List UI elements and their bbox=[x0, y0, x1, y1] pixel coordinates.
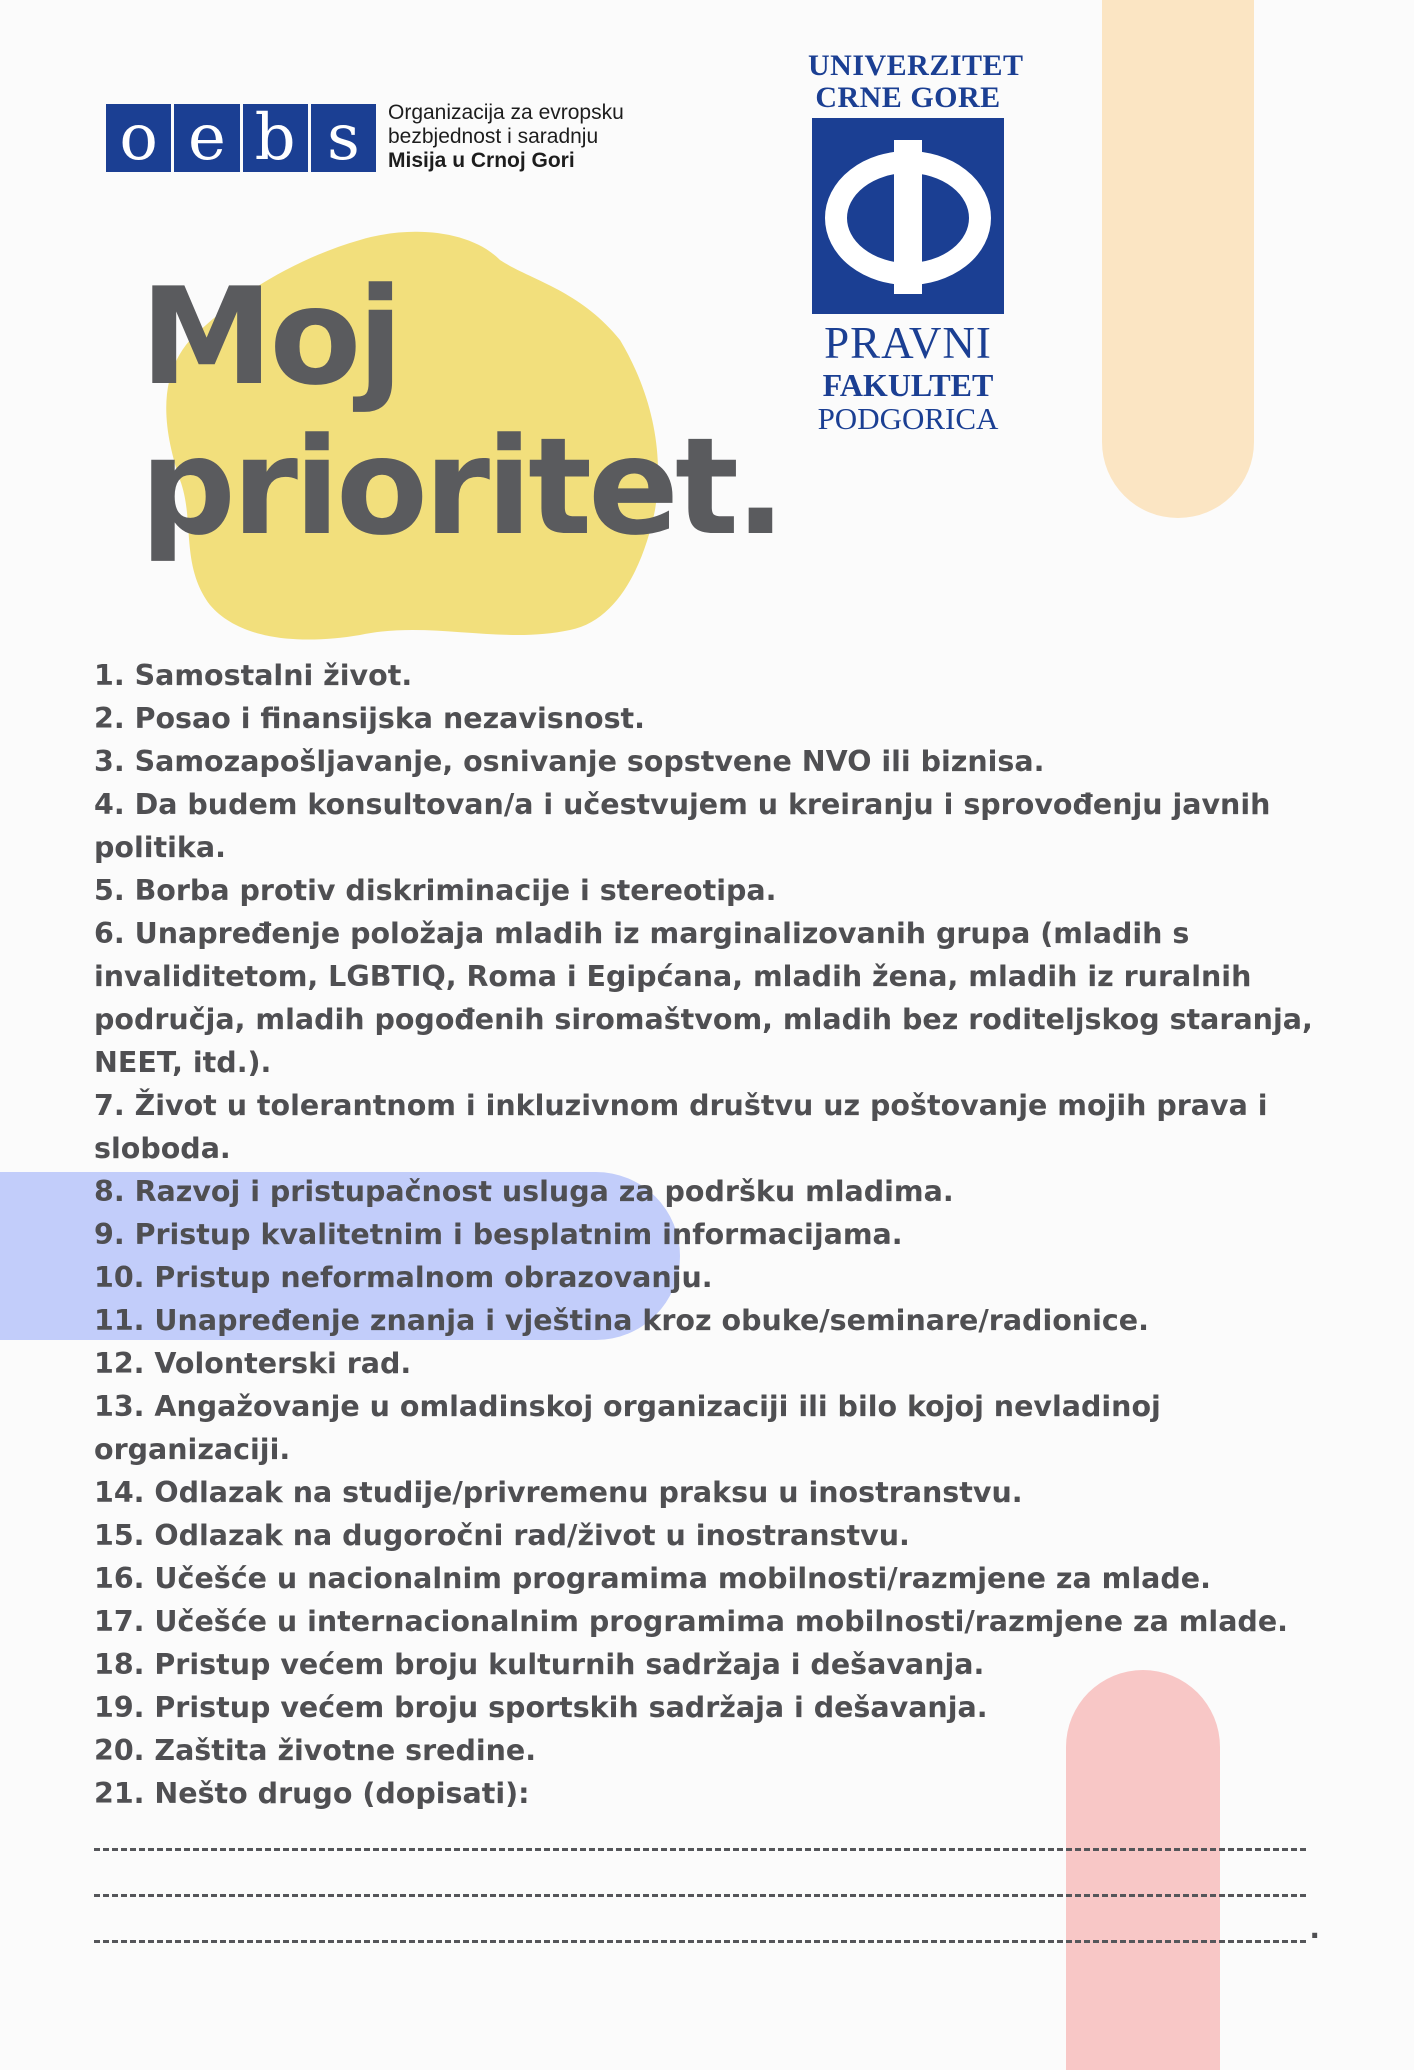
final-period: . bbox=[1309, 1912, 1320, 1945]
list-item: 15. Odlazak na dugoročni rad/život u inostranstvu. bbox=[94, 1519, 910, 1552]
list-item: 4. Da budem konsultovan/a i učestvujem u kreiranju i sprovođenju javnih politika. bbox=[94, 788, 1271, 864]
list-item: 12. Volonterski rad. bbox=[94, 1347, 412, 1380]
list-item: 16. Učešće u nacionalnim programima mobilnosti/razmjene za mlade. bbox=[94, 1562, 1211, 1595]
dashed-rule bbox=[94, 1894, 1306, 1897]
list-item: 5. Borba protiv diskriminacije i stereotipa. bbox=[94, 874, 777, 907]
oebs-letter: o bbox=[106, 104, 171, 172]
list-item: 1. Samostalni život. bbox=[94, 659, 413, 692]
university-line-1: UNIVERZITET bbox=[808, 49, 1024, 82]
list-item: 20. Zaštita životne sredine. bbox=[94, 1734, 537, 1767]
title-line-1: Moj bbox=[140, 259, 400, 415]
list-item: 9. Pristup kvalitetnim i besplatnim informacijama. bbox=[94, 1218, 903, 1251]
oebs-letter: s bbox=[311, 104, 376, 172]
title-line-2: prioritet. bbox=[140, 409, 782, 565]
oebs-line-1: Organizacija za evropsku bbox=[388, 101, 624, 124]
list-item: 19. Pristup većem broju sportskih sadržaja i dešavanja. bbox=[94, 1691, 988, 1724]
oebs-letter: e bbox=[174, 104, 239, 172]
oebs-line-3: Misija u Crnoj Gori bbox=[388, 149, 575, 172]
list-item: 7. Život u tolerantnom i inkluzivnom društvu uz poštovanje mojih prava i sloboda. bbox=[94, 1089, 1268, 1165]
dashed-rule bbox=[94, 1940, 1306, 1943]
fill-in-line[interactable] bbox=[94, 1820, 1334, 1866]
list-item: 6. Unapređenje položaja mladih iz marginalizovanih grupa (mladih s invaliditetom, LGBTIQ, Roma i Egipćana, mladih žena, mladih iz ruralnih područja, mladih pogođenih siromaštvom, mladih bez roditeljskog staranja, NEET, itd.). bbox=[94, 917, 1313, 1079]
list-item: 17. Učešće u internacionalnim programima mobilnosti/razmjene za mlade. bbox=[94, 1605, 1288, 1638]
oebs-line-2: bezbjednost i saradnju bbox=[388, 125, 599, 148]
fill-in-line[interactable] bbox=[94, 1866, 1334, 1912]
list-item: 8. Razvoj i pristupačnost usluga za podršku mladima. bbox=[94, 1175, 954, 1208]
oebs-logo bbox=[106, 101, 376, 175]
list-item: 13. Angažovanje u omladinskoj organizaciji ili bilo kojoj nevladinoj organizaciji. bbox=[94, 1390, 1161, 1466]
list-item: 18. Pristup većem broju kulturnih sadržaja i dešavanja. bbox=[94, 1648, 985, 1681]
page-title bbox=[140, 259, 782, 565]
list-item: 21. Nešto drugo (dopisati): bbox=[94, 1777, 530, 1810]
peach-decoration bbox=[1102, 0, 1254, 518]
dashed-rule bbox=[94, 1848, 1306, 1851]
phi-emblem bbox=[812, 118, 1004, 314]
university-logo bbox=[808, 49, 1024, 436]
oebs-letter: b bbox=[243, 104, 308, 172]
university-line-3: PRAVNI bbox=[824, 318, 992, 368]
list-item: 14. Odlazak na studije/privremenu praksu u inostranstvu. bbox=[94, 1476, 1023, 1509]
fill-in-area[interactable] bbox=[94, 1820, 1334, 1958]
phi-icon bbox=[812, 118, 1004, 314]
oebs-caption bbox=[388, 101, 624, 173]
university-line-4: FAKULTET bbox=[822, 367, 994, 403]
fill-in-line[interactable] bbox=[94, 1912, 1334, 1958]
list-item: 2. Posao i finansijska nezavisnost. bbox=[94, 702, 645, 735]
priority-list bbox=[94, 654, 1334, 1815]
university-line-2: CRNE GORE bbox=[815, 81, 1001, 114]
list-item: 10. Pristup neformalnom obrazovanju. bbox=[94, 1261, 713, 1294]
list-item: 3. Samozapošljavanje, osnivanje sopstvene NVO ili biznisa. bbox=[94, 745, 1045, 778]
list-item: 11. Unapređenje znanja i vještina kroz obuke/seminare/radionice. bbox=[94, 1304, 1149, 1337]
university-line-5: PODGORICA bbox=[817, 401, 999, 436]
